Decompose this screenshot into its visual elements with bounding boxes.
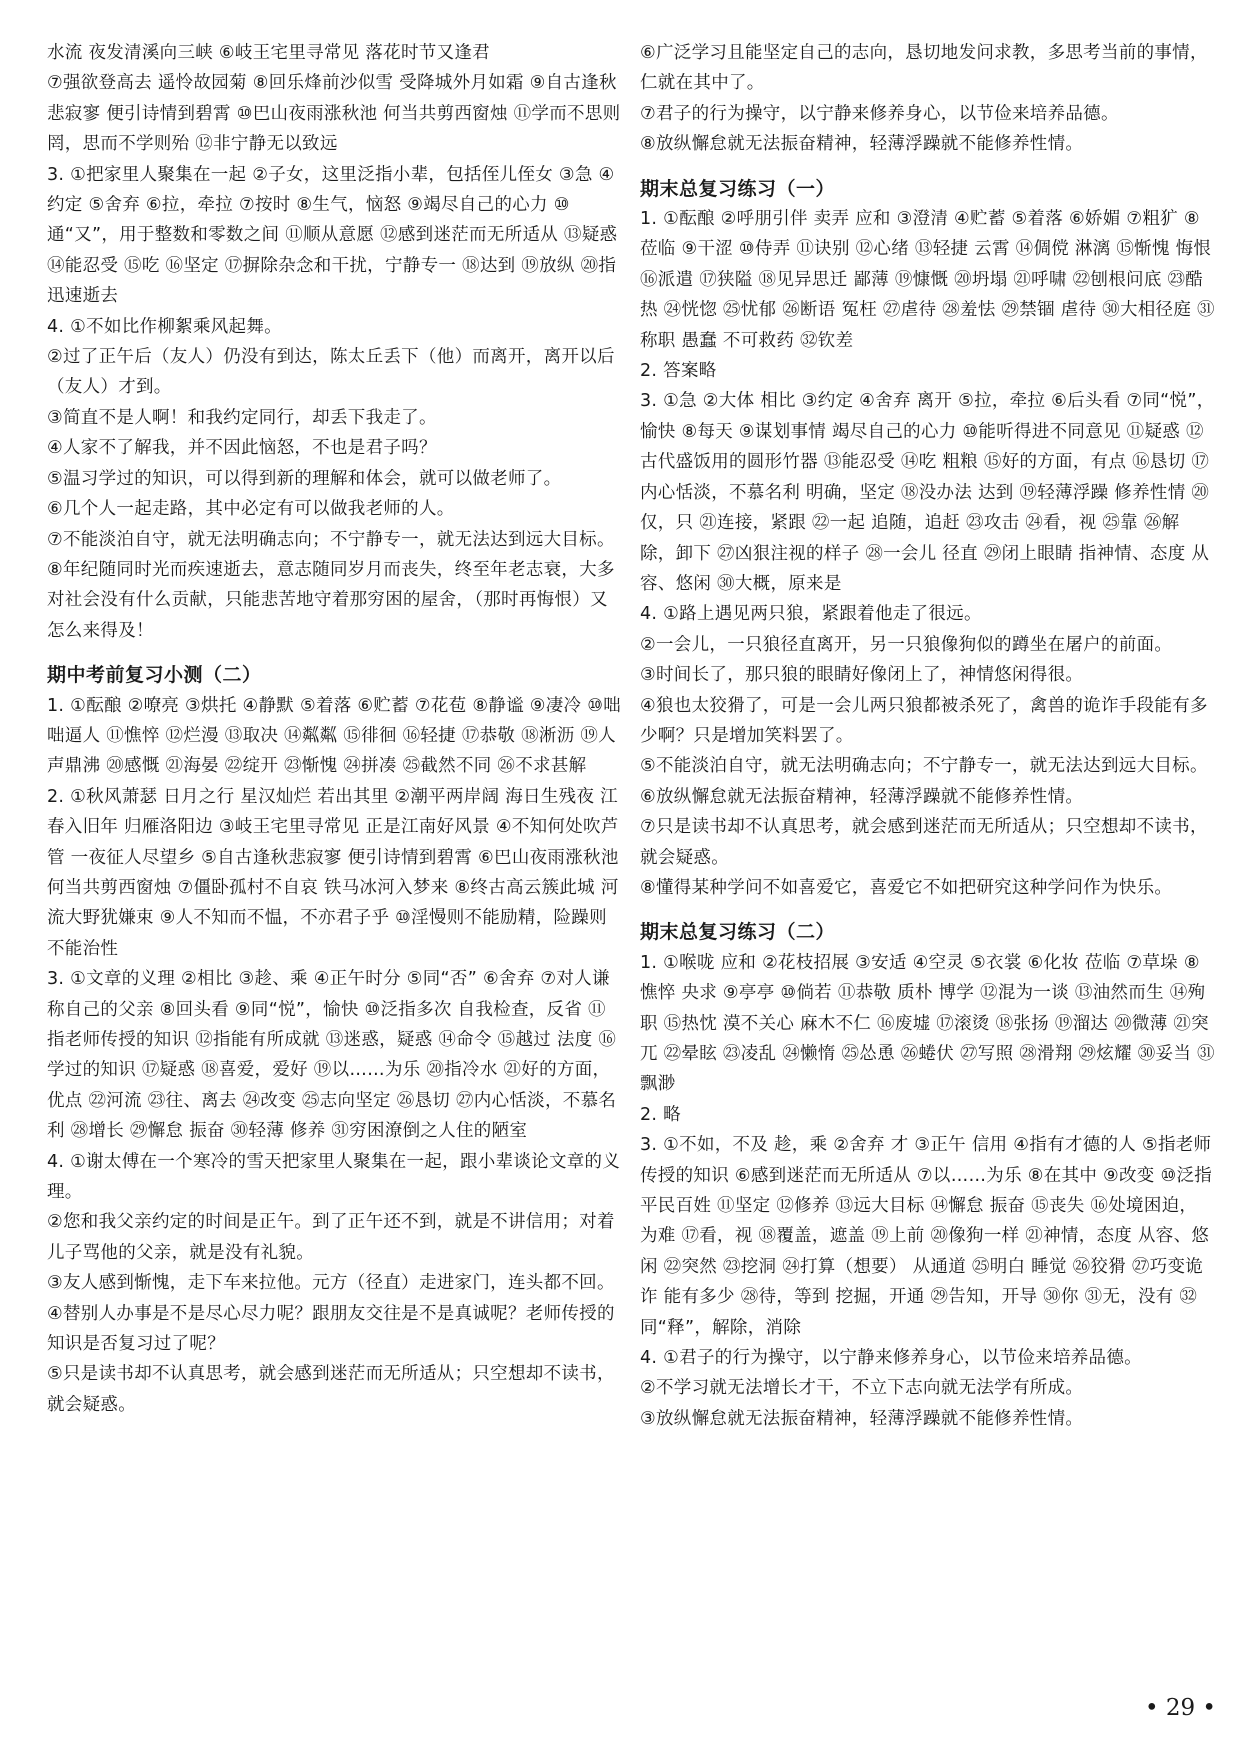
paragraph: 1. ①酝酿 ②呼朋引伴 卖弄 应和 ③澄清 ④贮蓄 ⑤着落 ⑥娇媚 ⑦粗犷 ⑧莅临 ⑨干涩 ⑩侍弄 ⑪诀别 ⑫心绪 ⑬轻捷 云霄 ⑭倜傥 淋漓 ⑮惭愧 悔恨 ⑯派遣 ⑰狭隘 ⑱见异思迁 鄙薄 ⑲慷慨 ⑳坍塌 ㉑呼啸 ㉒刨根问底 ㉓酷热 ㉔恍惚 ㉕忧郁 ㉖断语 冤枉 ㉗虐待 ㉘羞怯 ㉙禁锢 虐待 ㉚大相径庭 ㉛称职 愚蠢 不可救药 ㉜钦差 [640, 209, 1218, 351]
paragraph: ⑥几个人一起走路，其中必定有可以做我老师的人。 [47, 499, 455, 520]
paragraph: 2. ①秋风萧瑟 日月之行 星汉灿烂 若出其里 ②潮平两岸阔 海日生残夜 江春入旧年 归雁洛阳边 ③岐王宅里寻常见 正是江南好风景 ④不知何处吹芦管 一夜征人尽望乡 ⑤自古逢秋悲寂寥 便引诗情到碧霄 ⑥巴山夜雨涨秋池 何当共剪西窗烛 ⑦僵卧孤村不自哀 铁马冰河入梦来 ⑧终古高云簇此城 河流大野犹嫌束 ⑨人不知而不愠，不亦君子乎 ⑩淫慢则不能励精，险躁则不能治性 [47, 786, 625, 959]
paragraph: ⑦只是读书却不认真思考，就会感到迷茫而无所适从；只空想却不读书，就会疑惑。 [640, 817, 1208, 868]
paragraph: 4. ①路上遇见两只狼，紧跟着他走了很远。 [640, 604, 982, 625]
paragraph: ③时间长了，那只狼的眼睛好像闭上了，神情悠闲得很。 [640, 665, 1084, 686]
page-number: • 29 • [1144, 1695, 1216, 1721]
section-heading: 期中考前复习小测（二） [47, 664, 262, 687]
paragraph: ⑦不能淡泊自守，就无法明确志向；不宁静专一，就无法达到远大目标。 [47, 529, 615, 550]
paragraph: ⑤温习学过的知识，可以得到新的理解和体会，就可以做老师了。 [47, 468, 562, 489]
paragraph: ②您和我父亲约定的时间是正午。到了正午还不到，就是不讲信用；对着儿子骂他的父亲，就是没有礼貌。 [47, 1212, 615, 1263]
paragraph: ⑥放纵懈怠就无法振奋精神，轻薄浮躁就不能修养性情。 [640, 786, 1084, 807]
paragraph: ⑥广泛学习且能坚定自己的志向，恳切地发问求教，多思考当前的事情，仁就在其中了。 [640, 43, 1208, 94]
paragraph: 3. ①不如，不及 趁，乘 ②舍弃 才 ③正午 信用 ④指有才德的人 ⑤指老师传授的知识 ⑥感到迷茫而无所适从 ⑦以……为乐 ⑧在其中 ⑨改变 ⑩泛指平民百姓 ⑪坚定 ⑫修养 ⑬远大目标 ⑭懈怠 振奋 ⑮丧失 ⑯处境困迫，为难 ⑰看，视 ⑱覆盖，遮盖 ⑲上前 ⑳像狗一样 ㉑神情，态度 从容、悠闲 ㉒突然 ㉓挖洞 ㉔打算（想要） 从通道 ㉕明白 睡觉 ㉖狡猾 ㉗巧变诡诈 能有多少 ㉘待，等到 挖掘，开通 ㉙告知，开导 ㉚你 ㉛无，没有 ㉜同“释”，解除，消除 [640, 1135, 1213, 1338]
paragraph: ⑤不能淡泊自守，就无法明确志向；不宁静专一，就无法达到远大目标。 [640, 756, 1208, 777]
paragraph: 水流 夜发清溪向三峡 ⑥岐王宅里寻常见 落花时节又逢君 [47, 43, 490, 63]
paragraph: 4. ①君子的行为操守，以宁静来修养身心，以节俭来培养品德。 [640, 1348, 1142, 1369]
paragraph: 3. ①把家里人聚集在一起 ②子女，这里泛指小辈，包括侄儿侄女 ③急 ④约定 ⑤舍弃 ⑥拉，牵拉 ⑦按时 ⑧生气，恼怒 ⑨竭尽自己的心力 ⑩通“又”，用于整数和零数之间 ⑪顺从意愿 ⑫感到迷茫而无所适从 ⑬疑惑 ⑭能忍受 ⑮吃 ⑯坚定 ⑰摒除杂念和干扰，宁静专一 ⑱达到 ⑲放纵 ⑳指迅速逝去 [47, 164, 624, 307]
left-column [47, 38, 625, 1420]
paragraph: ④狼也太狡猾了，可是一会儿两只狼都被杀死了，禽兽的诡诈手段能有多少啊？只是增加笑料罢了。 [640, 695, 1208, 746]
section-heading: 期末总复习练习（二） [640, 921, 836, 944]
paragraph: 4. ①谢太傅在一个寒冷的雪天把家里人聚集在一起，跟小辈谈论文章的义理。 [47, 1151, 621, 1203]
paragraph: ⑤只是读书却不认真思考，就会感到迷茫而无所适从；只空想却不读书，就会疑惑。 [47, 1364, 615, 1415]
paragraph: ⑧放纵懈怠就无法振奋精神，轻薄浮躁就不能修养性情。 [640, 134, 1084, 155]
right-column [640, 38, 1218, 1434]
paragraph: ④替别人办事是不是尽心尽力呢？跟朋友交往是不是真诚呢？老师传授的知识是否复习过了呢？ [47, 1303, 615, 1355]
paragraph: ②过了正午后（友人）仍没有到达，陈太丘丢下（他）而离开，离开以后（友人）才到。 [47, 347, 615, 398]
paragraph: 4. ①不如比作柳絮乘风起舞。 [47, 316, 282, 337]
paragraph: ④人家不了解我，并不因此恼怒，不也是君子吗？ [47, 438, 437, 459]
paragraph: 2. 答案略 [640, 361, 717, 382]
section-heading: 期末总复习练习（一） [640, 177, 836, 200]
paragraph: ⑦强欲登高去 遥怜故园菊 ⑧回乐烽前沙似雪 受降城外月如霜 ⑨自古逢秋悲寂寥 便引诗情到碧霄 ⑩巴山夜雨涨秋池 何当共剪西窗烛 ⑪学而不思则罔，思而不学则殆 ⑫非宁静无以致远 [47, 73, 621, 155]
paragraph: ⑧年纪随同时光而疾速逝去，意志随同岁月而丧失，终至年老志衰，大多对社会没有什么贡献，只能悲苦地守着那穷困的屋舍，（那时再悔恨）又怎么来得及！ [47, 559, 615, 641]
paragraph: 3. ①文章的义理 ②相比 ③趁、乘 ④正午时分 ⑤同“否” ⑥舍弃 ⑦对人谦称自己的父亲 ⑧回头看 ⑨同“悦”，愉快 ⑩泛指多次 自我检查，反省 ⑪指老师传授的知识 ⑫指能有所成就 ⑬迷惑，疑惑 ⑭命令 ⑮越过 法度 ⑯学过的知识 ⑰疑惑 ⑱喜爱，爱好 ⑲以……为乐 ⑳指冷水 ㉑好的方面，优点 ㉒河流 ㉓往、离去 ㉔改变 ㉕志向坚定 ㉖恳切 ㉗内心恬淡，不慕名利 ㉘增长 ㉙懈怠 振奋 ㉚轻薄 修养 ㉛穷困潦倒之人住的陋室 [47, 969, 617, 1142]
paragraph: 3. ①急 ②大体 相比 ③约定 ④舍弃 离开 ⑤拉，牵拉 ⑥后头看 ⑦同“悦”，愉快 ⑧每天 ⑨谋划事情 竭尽自己的心力 ⑩能听得进不同意见 ⑪疑惑 ⑫古代盛饭用的圆形竹器 ⑬能忍受 ⑭吃 粗粮 ⑮好的方面，有点 ⑯恳切 ⑰内心恬淡，不慕名利 明确，坚定 ⑱没办法 达到 ⑲轻薄浮躁 修养性情 ⑳仅，只 ㉑连接，紧跟 ㉒一起 追随，追赶 ㉓攻击 ㉔看，视 ㉕靠 ㉖解除，卸下 ㉗凶狠注视的样子 ㉘一会儿 径直 ㉙闭上眼睛 指神情、态度 从容、悠闲 ㉚大概，原来是 [640, 391, 1215, 594]
paragraph: ③友人感到惭愧，走下车来拉他。元方（径直）走进家门，连头都不回。 [47, 1273, 615, 1294]
paragraph: ⑦君子的行为操守，以宁静来修养身心，以节俭来培养品德。 [640, 103, 1119, 124]
paragraph: ③放纵懈怠就无法振奋精神，轻薄浮躁就不能修养性情。 [640, 1408, 1084, 1429]
paragraph: 1. ①喉咙 应和 ②花枝招展 ③安适 ④空灵 ⑤衣裳 ⑥化妆 莅临 ⑦草垛 ⑧憔悴 央求 ⑨亭亭 ⑩倘若 ⑪恭敬 质朴 博学 ⑫混为一谈 ⑬油然而生 ⑭殉职 ⑮热忱 漠不关心 麻木不仁 ⑯废墟 ⑰滚烫 ⑱张扬 ⑲溜达 ⑳微薄 ㉑突兀 ㉒晕眩 ㉓凌乱 ㉔懒惰 ㉕怂恿 ㉖蜷伏 ㉗写照 ㉘滑翔 ㉙炫耀 ㉚妥当 ㉛飘渺 [640, 952, 1215, 1095]
paragraph: ③简直不是人啊！和我约定同行，却丢下我走了。 [47, 407, 437, 428]
paragraph: ②不学习就无法增长才干，不立下志向就无法学有所成。 [640, 1378, 1084, 1399]
paragraph: ②一会儿，一只狼径直离开，另一只狼像狗似的蹲坐在屠户的前面。 [640, 634, 1173, 655]
paragraph: 1. ①酝酿 ②嘹亮 ③烘托 ④静默 ⑤着落 ⑥贮蓄 ⑦花苞 ⑧静谧 ⑨凄冷 ⑩咄咄逼人 ⑪憔悴 ⑫烂漫 ⑬取决 ⑭粼粼 ⑮徘徊 ⑯轻捷 ⑰恭敬 ⑱淅沥 ⑲人声鼎沸 ⑳感慨 ㉑海晏 ㉒绽开 ㉓惭愧 ㉔拼凑 ㉕截然不同 ㉖不求甚解 [47, 695, 622, 777]
paragraph: 2. 略 [640, 1104, 681, 1125]
paragraph: ⑧懂得某种学问不如喜爱它，喜爱它不如把研究这种学问作为快乐。 [640, 877, 1173, 898]
